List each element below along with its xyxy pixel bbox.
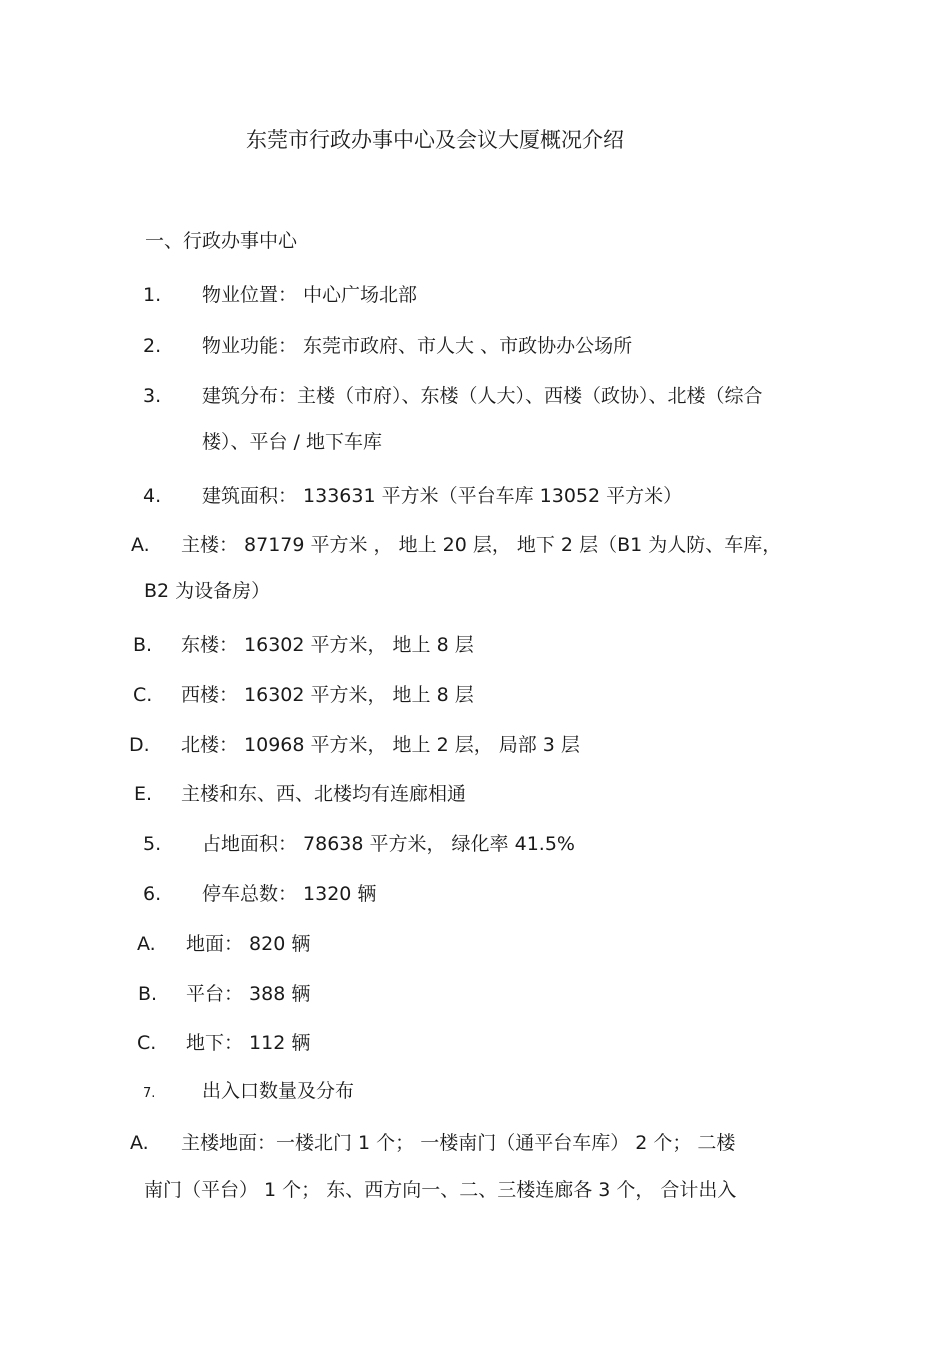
item-text: 平台： 388 辆 [186, 983, 311, 1005]
item-number: 4. [143, 485, 162, 507]
item-letter: C. [137, 1032, 157, 1054]
item-text: 地下： 112 辆 [186, 1032, 311, 1054]
item-text: 建筑分布：主楼（市府）、东楼（人大）、西楼（政协）、北楼（综合楼）、平台 / 地下车库 [202, 385, 763, 453]
item-letter: E. [134, 783, 153, 805]
item-text: 主楼： 87179 平方米 ， 地上 20 层， 地下 2 层（B1 为人防、车库， [181, 534, 782, 556]
item-number: 7. [143, 1086, 156, 1101]
section-heading: 一、行政办事中心 [145, 230, 298, 252]
item-text: 占地面积： 78638 平方米， 绿化率 41.5% [202, 833, 575, 855]
item-text: 东楼： 16302 平方米， 地上 8 层 [181, 634, 474, 656]
item-text: 西楼： 16302 平方米， 地上 8 层 [181, 684, 474, 706]
item-text: 出入口数量及分布 [202, 1080, 355, 1102]
item-number: 1. [143, 284, 162, 306]
item-letter: B. [133, 634, 153, 656]
item-letter: A. [137, 933, 156, 955]
document-title: 东莞市行政办事中心及会议大厦概况介绍 [246, 128, 624, 152]
item-text: 主楼和东、西、北楼均有连廊相通 [181, 783, 467, 805]
item-number: 6. [143, 883, 162, 905]
item-letter: A. [130, 1132, 149, 1154]
item-text-continued: B2 为设备房） [144, 580, 271, 602]
item-number: 5. [143, 833, 162, 855]
item-text: 主楼地面：一楼北门 1 个； 一楼南门（通平台车库） 2 个； 二楼 [181, 1132, 736, 1154]
item-text: 物业位置： 中心广场北部 [202, 284, 418, 306]
item-letter: C. [133, 684, 153, 706]
item-number: 2. [143, 335, 162, 357]
item-letter: B. [138, 983, 158, 1005]
item-letter: A. [131, 534, 150, 556]
item-text: 地面： 820 辆 [186, 933, 311, 955]
item-letter: D. [129, 734, 150, 756]
item-text: 停车总数： 1320 辆 [202, 883, 377, 905]
item-text: 北楼： 10968 平方米， 地上 2 层， 局部 3 层 [181, 734, 580, 756]
item-text: 物业功能： 东莞市政府、市人大 、市政协办公场所 [202, 335, 633, 357]
item-number: 3. [143, 385, 162, 407]
item-text: 建筑面积： 133631 平方米（平台车库 13052 平方米） [202, 485, 683, 507]
item-text-continued: 南门（平台） 1 个； 东、西方向一、二、三楼连廊各 3 个， 合计出入 [144, 1179, 737, 1201]
